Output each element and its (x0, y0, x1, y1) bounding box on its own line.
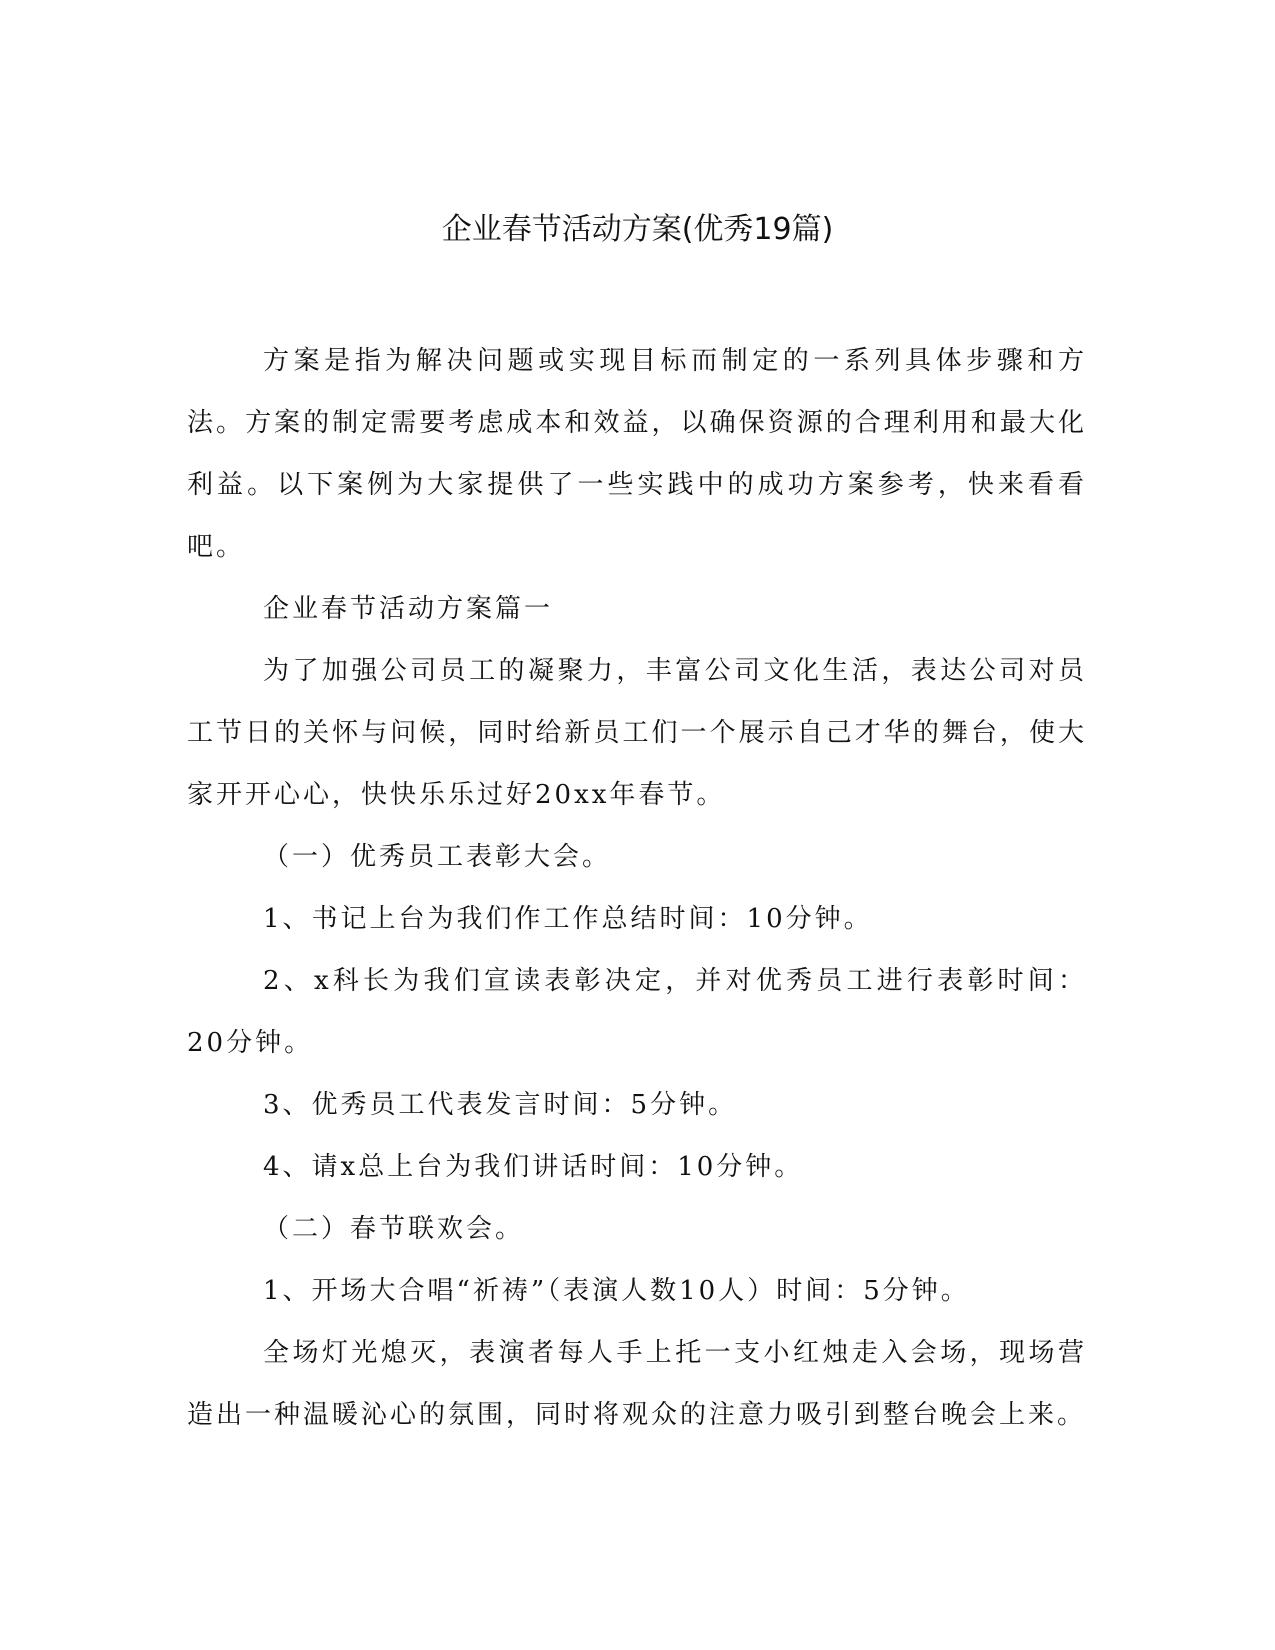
subsection-heading-2: （二）春节联欢会。 (263, 1214, 525, 1244)
list-item: 3、优秀员工代表发言时间：5分钟。 (263, 1090, 738, 1120)
description-paragraph: 全场灯光熄灭，表演者每人手上托一支小红烛走入会场，现场营造出一种温暖沁心的氛围，同时将观众的注意力吸引到整台晚会上来。 (187, 1338, 1087, 1430)
subsection-heading-1: （一）优秀员工表彰大会。 (263, 842, 612, 872)
intro-paragraph: 方案是指为解决问题或实现目标而制定的一系列具体步骤和方法。方案的制定需要考虑成本和效益，以确保资源的合理利用和最大化利益。以下案例为大家提供了一些实践中的成功方案参考，快来看看吧。 (187, 346, 1087, 562)
document-body (187, 330, 1087, 1446)
list-item: 4、请x总上台为我们讲话时间：10分钟。 (263, 1152, 804, 1182)
section-heading-1: 企业春节活动方案篇一 (263, 594, 554, 624)
list-item: 1、书记上台为我们作工作总结时间：10分钟。 (263, 904, 873, 934)
list-item: 2、x科长为我们宣读表彰决定，并对优秀员工进行表彰时间：20分钟。 (187, 966, 1087, 1058)
list-item: 1、开场大合唱“祈祷”（表演人数10人）时间：5分钟。 (263, 1276, 970, 1306)
purpose-paragraph: 为了加强公司员工的凝聚力，丰富公司文化生活，表达公司对员工节日的关怀与问候，同时给新员工们一个展示自己才华的舞台，使大家开开心心，快快乐乐过好20xx年春节。 (187, 656, 1087, 810)
document-title: 企业春节活动方案(优秀19篇) (441, 212, 834, 247)
